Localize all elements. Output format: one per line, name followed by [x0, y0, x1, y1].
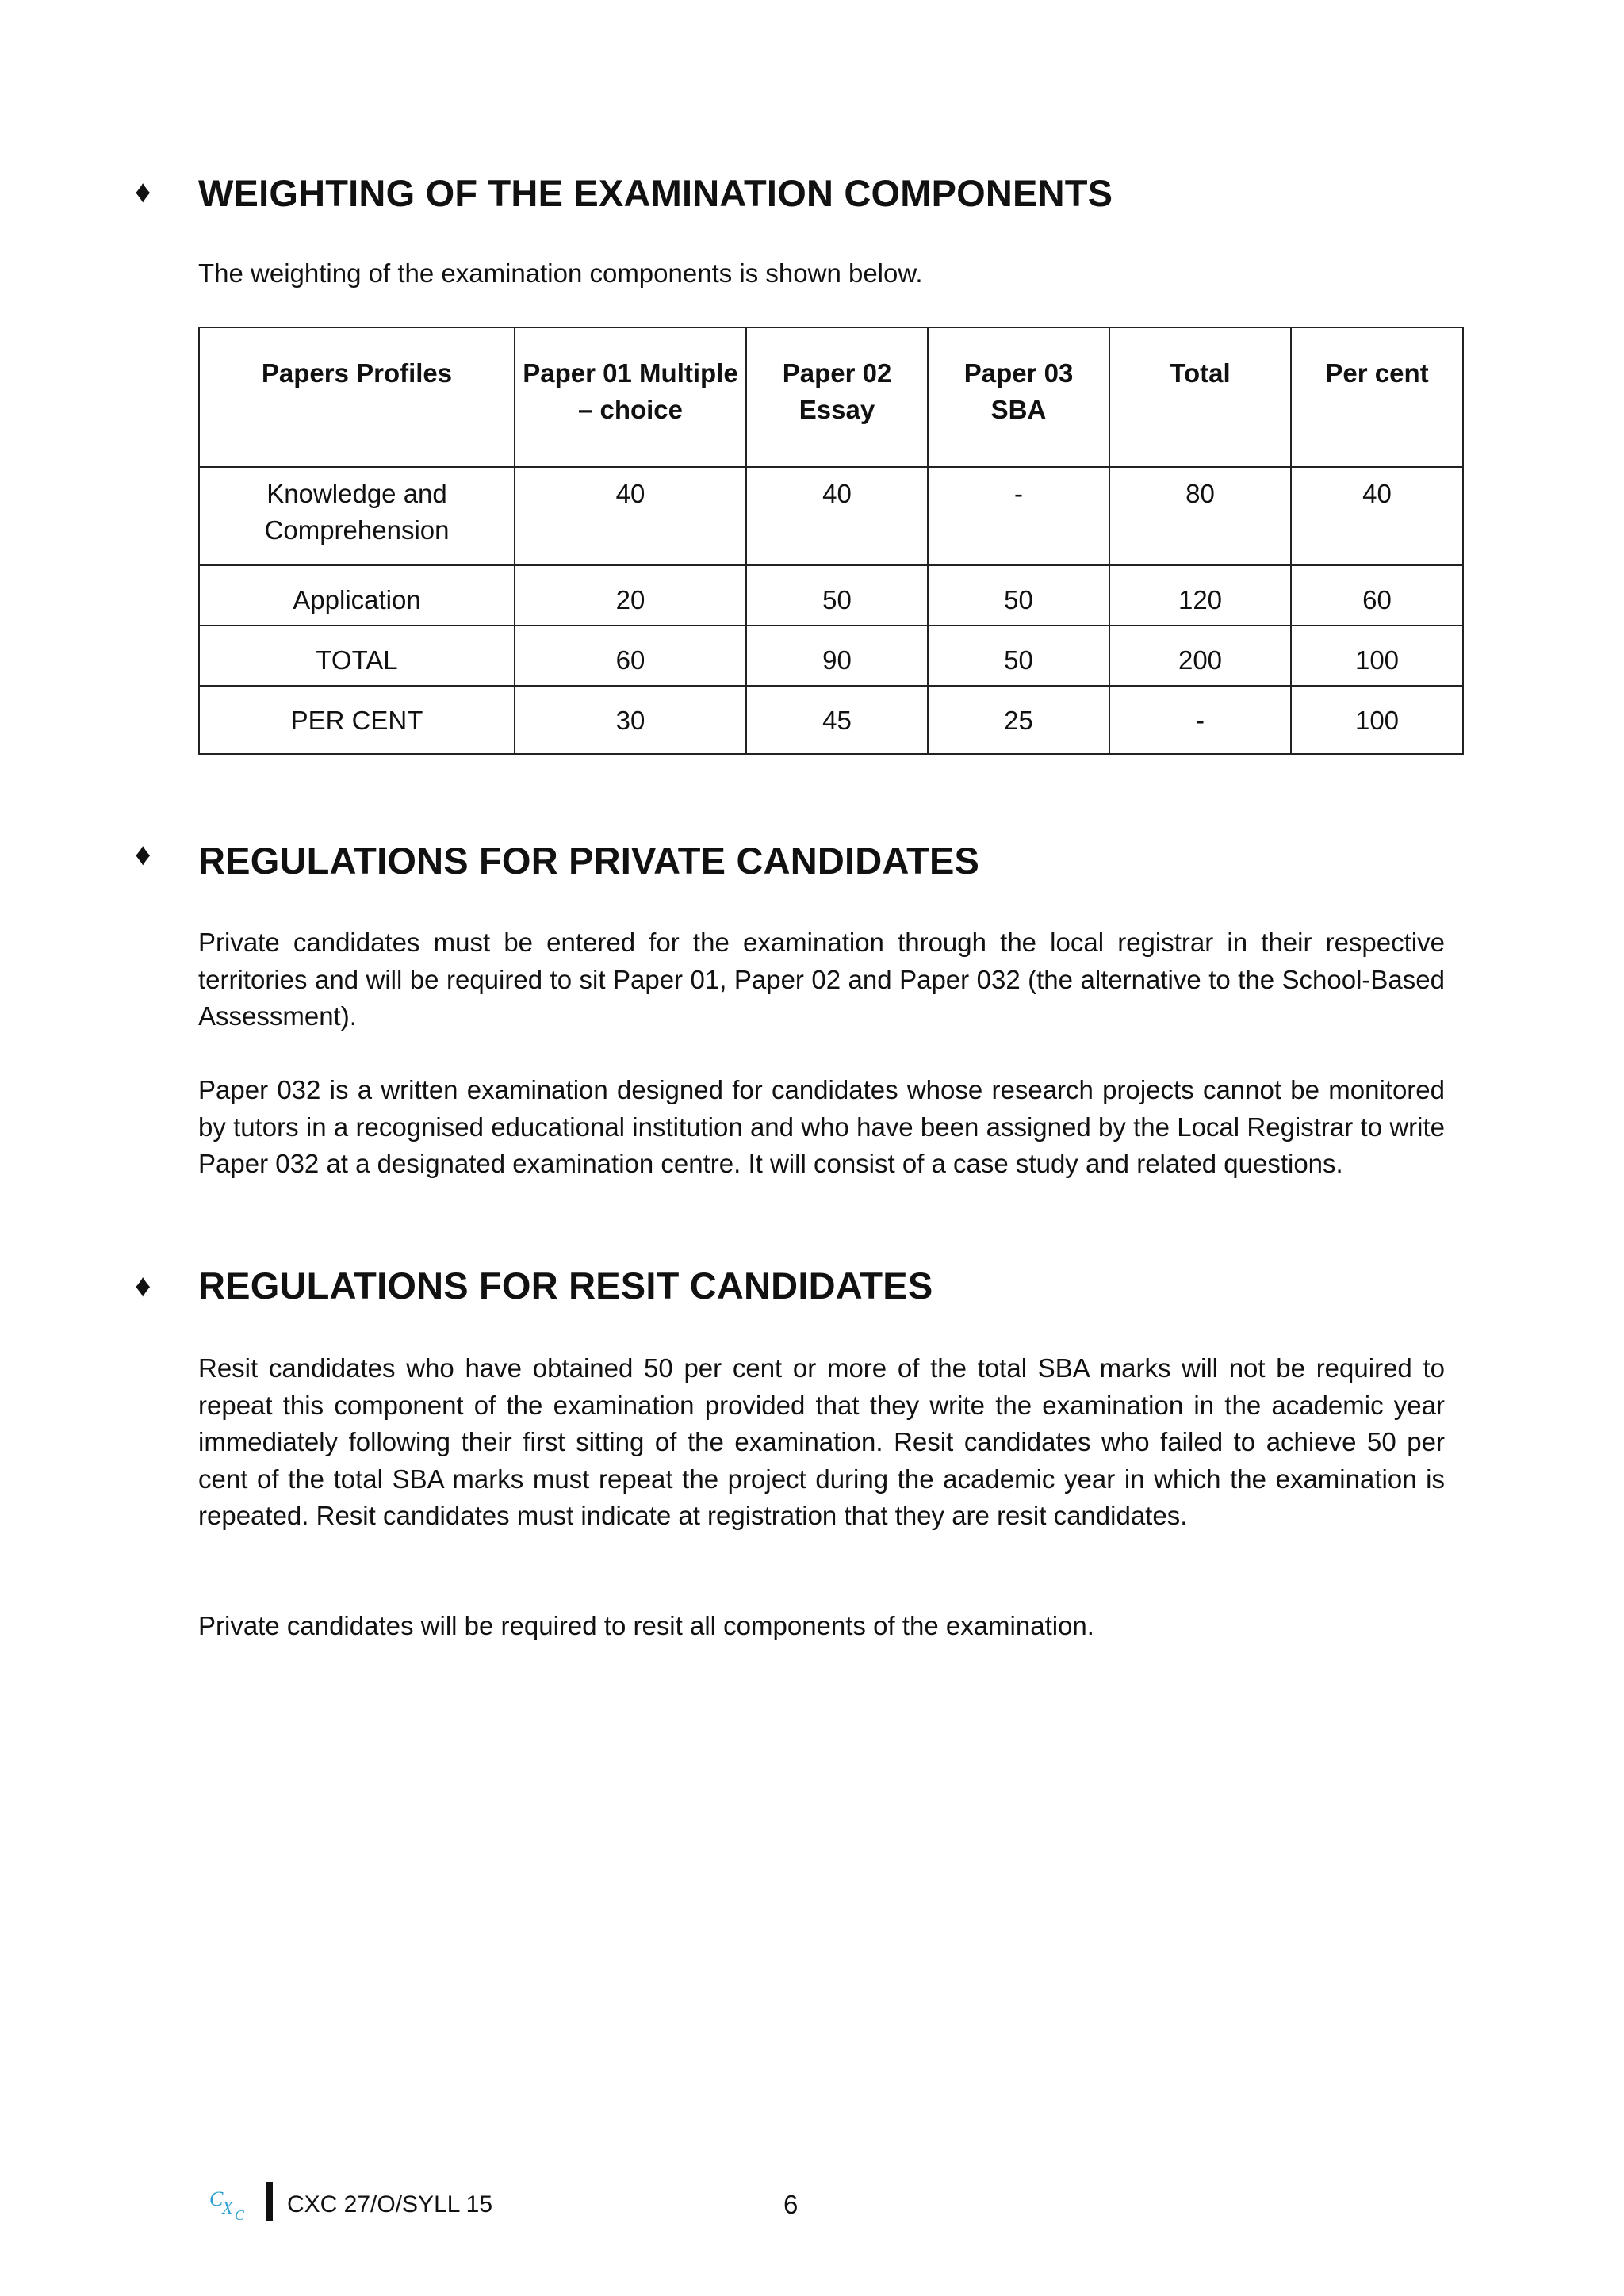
- cxc-logo-icon: [208, 2185, 252, 2223]
- private-paragraph: Paper 032 is a written examination designed for candidates whose research projects cannot be monitored by tutors in a recognised educational institution and who have been assigned by the Local Registrar to write Paper 032 at a designated examination centre. It will consist of a case study and related questions.: [198, 1075, 1445, 1179]
- table-cell: TOTAL: [199, 626, 515, 686]
- resit-candidates-heading: REGULATIONS FOR RESIT CANDIDATES: [198, 1265, 933, 1307]
- weighting-heading: WEIGHTING OF THE EXAMINATION COMPONENTS: [198, 172, 1113, 214]
- table-cell: 45: [746, 686, 928, 754]
- weighting-intro: The weighting of the examination components is shown below.: [198, 258, 923, 288]
- table-header-row: [199, 327, 1463, 467]
- diamond-bullet-icon: ♦: [135, 1269, 151, 1303]
- footer-divider: [266, 2182, 273, 2221]
- table-cell: -: [1109, 686, 1291, 754]
- resit-paragraph: Resit candidates who have obtained 50 per cent or more of the total SBA marks will not be required to repeat this component of the examination provided that they write the examination in the academic year immediately following their first sitting of the examination. Resit candidates who failed to achieve 50 per cent of the total SBA marks must repeat the project during the academic year in which the examination is repeated. Resit candidates must indicate at registration that they are resit candidates.: [198, 1353, 1445, 1531]
- table-cell: 40: [746, 467, 928, 565]
- table-cell: 60: [1291, 565, 1463, 626]
- diamond-bullet-icon: ♦: [135, 837, 151, 872]
- private-paragraph: Private candidates must be entered for the examination through the local registrar in their respective territories and will be required to sit Paper 01, Paper 02 and Paper 032 (the alternative to the School-Based Assessment).: [198, 928, 1445, 1031]
- table-cell: Knowledge and Comprehension: [199, 467, 515, 565]
- table-cell: 60: [515, 626, 746, 686]
- diamond-bullet-icon: ♦: [135, 174, 151, 209]
- table-cell: 50: [928, 626, 1109, 686]
- table-cell: 120: [1109, 565, 1291, 626]
- table-cell: 200: [1109, 626, 1291, 686]
- table-header-cell: Paper 01 Multiple – choice: [515, 327, 746, 467]
- table-cell: 40: [1291, 467, 1463, 565]
- table-cell: 50: [746, 565, 928, 626]
- logo-letter: C: [209, 2187, 224, 2210]
- table-cell: -: [928, 467, 1109, 565]
- table-cell: 100: [1291, 686, 1463, 754]
- table-cell: 30: [515, 686, 746, 754]
- table-cell: 90: [746, 626, 928, 686]
- page-number: 6: [783, 2190, 799, 2219]
- table-header-cell: Paper 03 SBA: [928, 327, 1109, 467]
- table-cell: Application: [199, 565, 515, 626]
- table-cell: 100: [1291, 626, 1463, 686]
- table-cell: 80: [1109, 467, 1291, 565]
- table-row: [199, 565, 1463, 626]
- table-row: [199, 686, 1463, 754]
- logo-letter: X: [222, 2198, 233, 2218]
- weighting-table: [198, 327, 1464, 755]
- table-row: [199, 626, 1463, 686]
- table-cell: 25: [928, 686, 1109, 754]
- table-cell: 40: [515, 467, 746, 565]
- syllabus-code: CXC 27/O/SYLL 15: [287, 2191, 493, 2218]
- table-header-cell: Total: [1109, 327, 1291, 467]
- resit-paragraph: Private candidates will be required to resit all components of the examination.: [198, 1611, 1094, 1640]
- table-cell: 20: [515, 565, 746, 626]
- private-candidates-heading: REGULATIONS FOR PRIVATE CANDIDATES: [198, 840, 980, 882]
- table-cell: PER CENT: [199, 686, 515, 754]
- table-header-cell: Paper 02 Essay: [746, 327, 928, 467]
- table-header-cell: Papers Profiles: [199, 327, 515, 467]
- table-header-cell: Per cent: [1291, 327, 1463, 467]
- logo-letter: C: [235, 2207, 245, 2223]
- table-cell: 50: [928, 565, 1109, 626]
- table-row: [199, 467, 1463, 565]
